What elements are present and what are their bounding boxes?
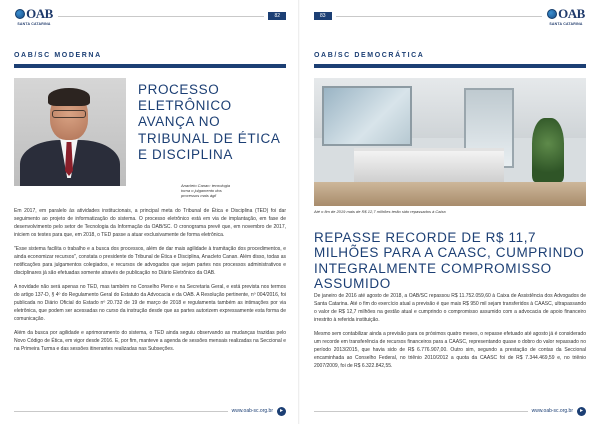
article-title: REPASSE RECORDE DE R$ 11,7 MILHÕES PARA A CAASC, CUMPRINDO INTEGRALMENTE COMPROMISSO ASSUMIDO: [314, 230, 585, 291]
right-page: [300, 0, 600, 424]
arrow-right-icon[interactable]: ▸: [577, 407, 586, 416]
oab-logo: [14, 6, 54, 26]
globe-icon: [547, 9, 557, 19]
photo-counter: [354, 148, 504, 182]
paragraph: Além da busca por agilidade e aprimoramento do sistema, o TED ainda seguiu observando as mudanças trazidas pelo Novo Código de Ética, em vigor desde 2016. E, por fim, manteve a agenda de sessões mensais realizadas na Seccional e na Primeira Turma e das sessões itinerantes realizadas nas Subseções.: [14, 330, 286, 352]
paragraph: A novidade não será apenas no TED, mas também no Conselho Pleno e na Secretaria Geral, e está prevista nos termos do artigo 137-D, § 4º do Regulamento Geral do Estatuto da Advocacia e da OAB. A Resolução pertinente, nº 004/2016, foi publicada no Diário Oficial do Estado nº 20.732 de 19 de março de 2018 e regulamenta também as intimações por via eletrônica, que podem ser acessadas no curso da instrução desde que as partes autorizem expressamente esta forma de comunicação.: [14, 284, 286, 322]
logo-text: OAB: [26, 6, 53, 21]
caption-line: Anacleto Canan: tecnologia: [181, 183, 230, 188]
photo-floor: [314, 182, 586, 206]
logo-subtitle: SANTA CATARINA: [17, 22, 51, 26]
section-divider: [314, 64, 586, 68]
photo-caption: Até o fim de 2019 mais de R$ 12,7 milhões terão sido repassados à Caixa: [314, 209, 446, 214]
photo-window: [322, 86, 412, 146]
portrait-glasses: [52, 110, 86, 118]
oab-logo: [546, 6, 586, 26]
left-header: [14, 6, 286, 26]
section-divider: [14, 64, 286, 68]
page-number: 83: [314, 12, 332, 20]
photo-caption: [181, 183, 291, 199]
portrait-hair: [48, 88, 90, 106]
section-label: OAB/SC DEMOCRÁTICA: [314, 52, 425, 59]
photo-plant: [532, 118, 564, 182]
right-footer: [314, 406, 586, 416]
paragraph: De janeiro de 2016 até agosto de 2018, a OAB/SC repassou R$ 11.752.059,60 à Caixa de Assistência dos Advogados de Santa Catarina. Até o fim do exercício atual a previsão é que mais R$ 950 mil sejam transferidos à CAASC, ultrapassando o valor de R$ 12,7 milhões na gestão atual e cumprindo o compromisso assumido com a advocacia de apoio financeiro irrestrito à referida instituição.: [314, 293, 586, 323]
oab-logo-mark: [15, 6, 53, 22]
header-divider: [58, 16, 264, 17]
header-divider: [336, 16, 542, 17]
article-body: [314, 292, 586, 376]
page-number: 82: [268, 12, 286, 20]
paragraph: Mesmo sem contabilizar ainda a previsão para os próximos quatro meses, o repasse efetuado até agosto já é considerado um recorde em transferência de recursos financeiros para a CAASC, representando quase o dobro do valor repassado no período 2013/2015, que havia sido de R$ 6.776.907,00. Outro sim, segundo a prestação de contas da Seccional encaminhada ao Conselho Federal, no triênio 2010/2012 a quota da CAASC foi de R$ 7.344.469,59 e, no triênio 2007/2009, foi de R$ 6.322.842,55.: [314, 331, 586, 369]
globe-icon: [15, 9, 25, 19]
oab-logo-mark: [547, 6, 585, 22]
office-photo: [314, 78, 586, 206]
right-header: [314, 6, 586, 26]
footer-divider: [314, 411, 528, 412]
caption-line: torna o julgamento dos: [181, 188, 222, 194]
section-label: OAB/SC MODERNA: [14, 52, 102, 59]
portrait-photo: [14, 78, 126, 186]
paragraph: Em 2017, em paralelo às atividades institucionais, a principal meta do Tribunal de Ética e Disciplina (TED) foi dar seguimento ao projeto de informatização do sistema. O processo eletrônico está em via de implantação, em fase de desenvolvimento pelo setor de Tecnologia da Informação da OAB/SC. O cronograma prevê que, em novembro de 2017, iniciem os testes para que, em 2018, o TED passe a atuar exclusivamente de forma eletrônica.: [14, 208, 286, 238]
website-link[interactable]: www.oab-sc.org.br: [231, 408, 273, 414]
article-body: [14, 207, 286, 359]
paragraph: "Esse sistema facilita o trabalho e a busca dos processos, além de dar mais agilidade à tramitação dos procedimentos, e ainda economizar recursos", constata o presidente do Tribunal de Ética e Disciplina, Anacleto Canan. Além disso, todas as notificações para julgamentos colegiados, e recursos de advogados que sejam partes nos processos administrativos e disciplinares já são efetuadas somente através de publicação no Diário Eletrônico da OAB.: [14, 246, 286, 276]
website-link[interactable]: www.oab-sc.org.br: [531, 408, 573, 414]
caption-line: processos mais ágil: [181, 193, 217, 199]
logo-text: OAB: [558, 6, 585, 21]
footer-divider: [14, 411, 228, 412]
arrow-right-icon[interactable]: ▸: [277, 407, 286, 416]
article-title: PROCESSO ELETRÔNICO AVANÇA NO TRIBUNAL DE ÉTICA E DISCIPLINA: [138, 82, 280, 162]
left-footer: [14, 406, 286, 416]
logo-subtitle: SANTA CATARINA: [549, 22, 583, 26]
